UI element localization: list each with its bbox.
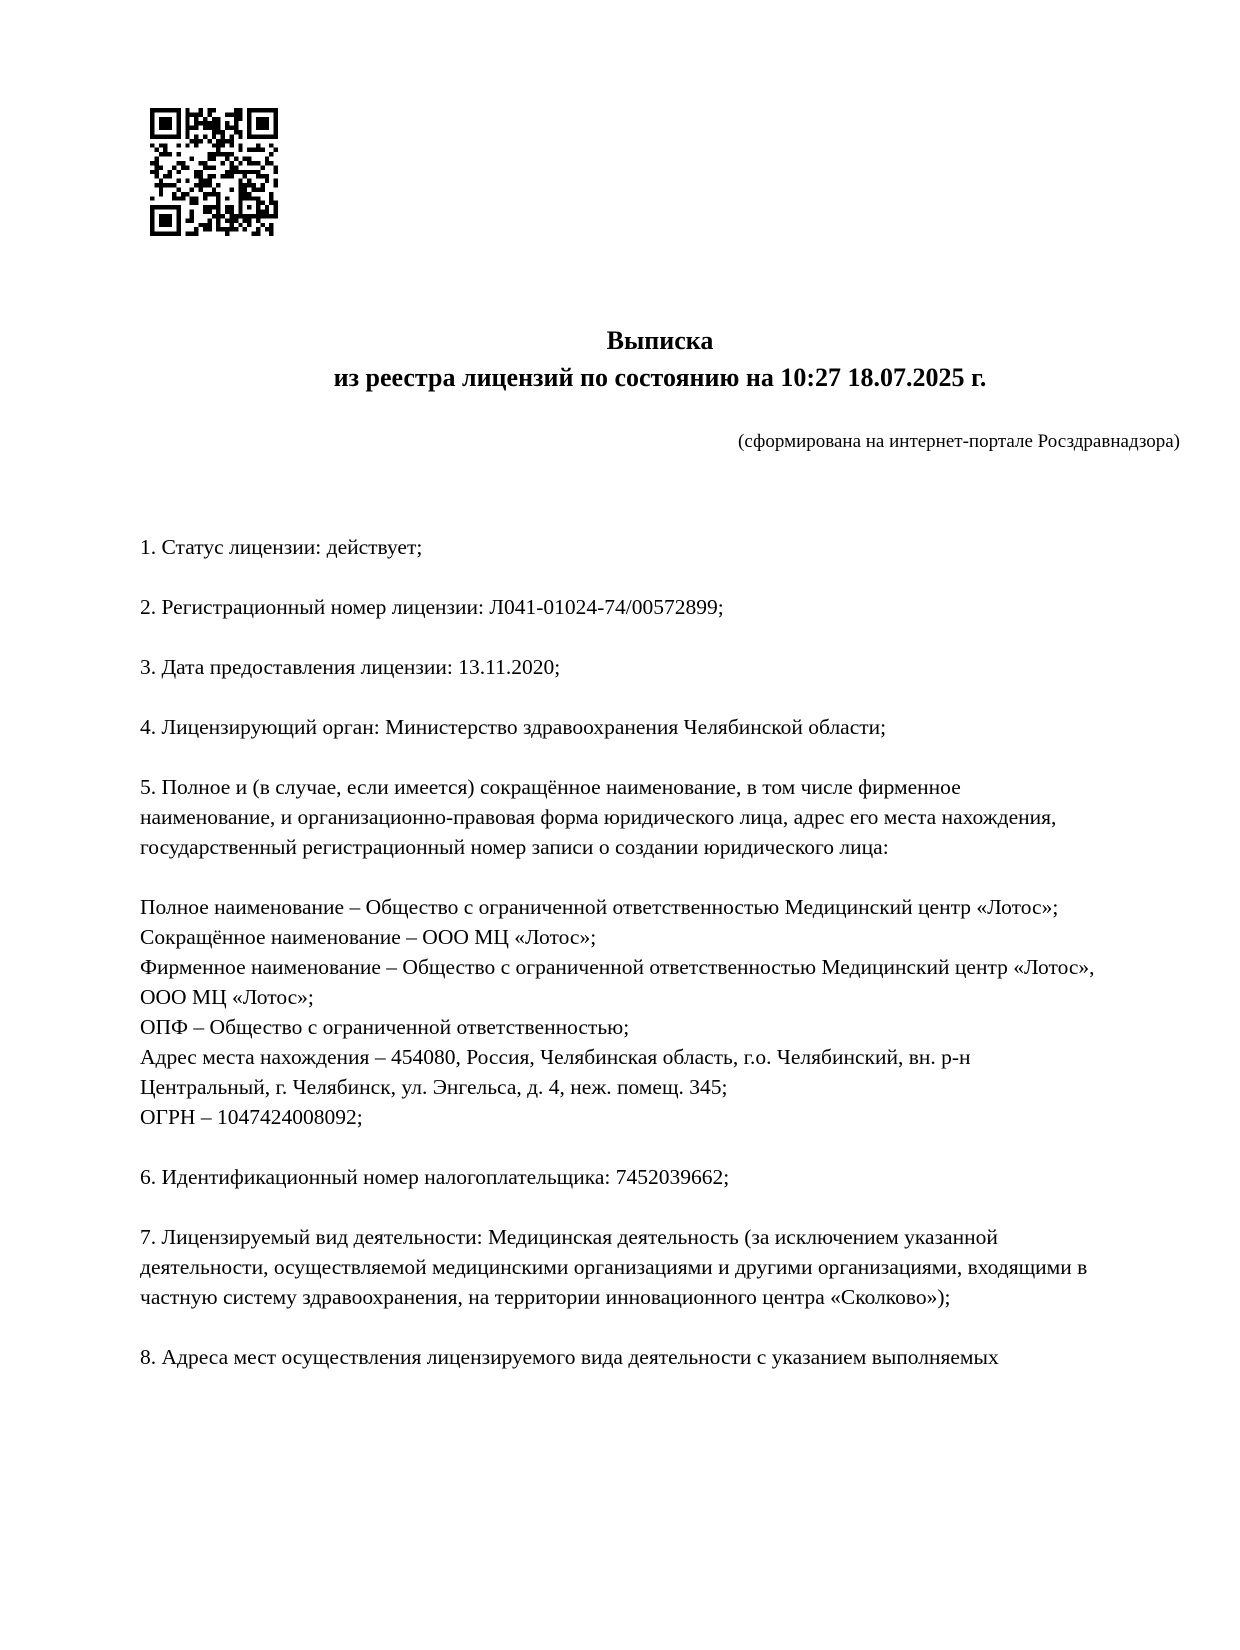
formation-note: (сформирована на интернет-портале Росздравнадзора) [738, 431, 1180, 452]
paragraph-license-status-line: 1. Статус лицензии: действует; [140, 535, 423, 559]
paragraph-organization-details-line: Адрес места нахождения – 454080, Россия, Челябинская область, г.о. Челябинский, вн. р-н Центральный, г. Челябинск, ул. Энгельса, д. 4, неж. помещ. 345; [140, 1045, 971, 1099]
paragraph-organization-intro-line: 5. Полное и (в случае, если имеется) сокращённое наименование, в том числе фирменное наименование, и организационно-правовая форма юридического лица, адрес его места нахождения, государственный регистрационный номер записи о создании юридического лица: [140, 775, 1057, 859]
paragraph-organization-intro [140, 772, 1100, 862]
paragraph-taxpayer-number [140, 1162, 1100, 1192]
paragraph-organization-details-line: ОПФ – Общество с ограниченной ответственностью; [140, 1015, 630, 1039]
paragraph-organization-details-line: ОГРН – 1047424008092; [140, 1105, 363, 1129]
paragraph-organization-details [140, 892, 1100, 1132]
document-title [140, 322, 1180, 396]
document-content [140, 322, 1180, 1372]
paragraph-licensed-activity [140, 1222, 1100, 1312]
paragraph-taxpayer-number-line: 6. Идентификационный номер налогоплательщика: 7452039662; [140, 1165, 730, 1189]
paragraph-licensed-activity-line: 7. Лицензируемый вид деятельности: Медицинская деятельность (за исключением указанной деятельности, осуществляемой медицинскими организациями и другими организациями, входящими в частную систему здравоохранения, на территории инновационного центра «Сколково»); [140, 1225, 1088, 1309]
paragraph-grant-date-line: 3. Дата предоставления лицензии: 13.11.2020; [140, 655, 561, 679]
paragraph-organization-details-line: Сокращённое наименование – ООО МЦ «Лотос»; [140, 925, 597, 949]
paragraph-organization-details-line: Фирменное наименование – Общество с ограниченной ответственностью Медицинский центр «Лотос», ООО МЦ «Лотос»; [140, 955, 1095, 1009]
paragraph-licensing-authority [140, 712, 1100, 742]
paragraph-registration-number-line: 2. Регистрационный номер лицензии: Л041-01024-74/00572899; [140, 595, 724, 619]
qr-code [150, 108, 278, 236]
document-title-line1: Выписка [606, 326, 714, 355]
paragraph-grant-date [140, 652, 1100, 682]
paragraph-organization-details-line: Полное наименование – Общество с ограниченной ответственностью Медицинский центр «Лотос»; [140, 895, 1059, 919]
document-body [140, 532, 1100, 1372]
paragraph-registration-number [140, 592, 1100, 622]
paragraph-activity-addresses [140, 1342, 1100, 1372]
document-title-line2: из реестра лицензий по состоянию на 10:27 18.07.2025 г. [333, 363, 987, 392]
paragraph-license-status [140, 532, 1100, 562]
paragraph-licensing-authority-line: 4. Лицензирующий орган: Министерство здравоохранения Челябинской области; [140, 715, 887, 739]
paragraph-activity-addresses-line: 8. Адреса мест осуществления лицензируемого вида деятельности с указанием выполняемых [140, 1345, 999, 1369]
